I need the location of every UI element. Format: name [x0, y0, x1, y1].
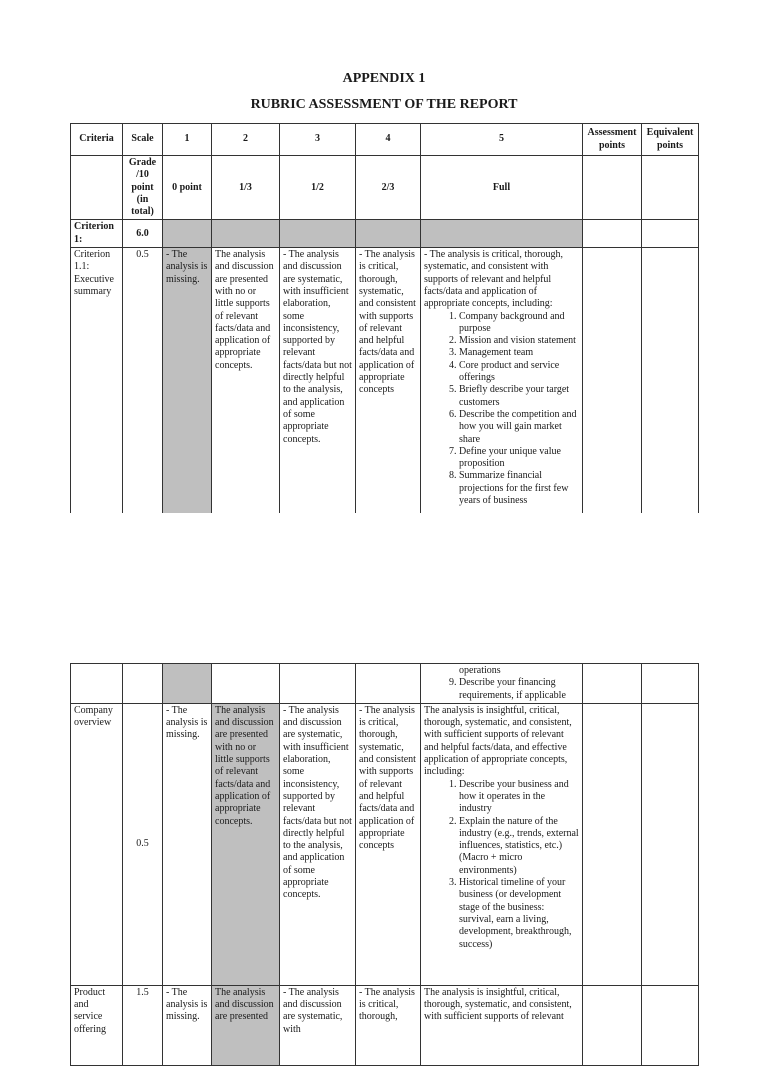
- header-col-2: 2: [212, 124, 280, 156]
- company-overview-level-4: - The analysis is critical, thorough, systematic, and consistent with supports of relevant and helpful facts/data and application of appropriate concepts: [356, 703, 421, 985]
- company-overview-scale: 0.5: [123, 703, 163, 985]
- exec-summary-scale: 0.5: [123, 248, 163, 523]
- exec-summary-continued-row: [71, 664, 699, 704]
- header-col-3: 3: [280, 124, 356, 156]
- grey-cell: [212, 220, 280, 248]
- rubric-table-page-2: [70, 663, 699, 1066]
- company-overview-level-3: - The analysis and discussion are systematic, with insufficient elaboration, some inconsistency, supported by relevant facts/data but not directly helpful to the analysis, and application of some appropriate concepts.: [280, 703, 356, 985]
- header-criteria: Criteria: [71, 124, 123, 156]
- equivalent-cell: [642, 248, 699, 523]
- header-row: [71, 124, 699, 156]
- grey-cell: [163, 664, 212, 704]
- empty-cell: [123, 664, 163, 704]
- company-overview-level-1: - The analysis is missing.: [163, 703, 212, 985]
- exec-summary-level-5-list: [424, 311, 579, 508]
- equivalent-cell: [642, 220, 699, 248]
- exec-summary-name: Criterion 1.1: Executive summary: [71, 248, 123, 523]
- exec-summary-level-1: - The analysis is missing.: [163, 248, 212, 523]
- list-item: 6. Describe the competition and how you will gain market share: [459, 409, 579, 446]
- empty-cell: [71, 664, 123, 704]
- scale-row: [71, 156, 699, 220]
- grey-cell: [163, 220, 212, 248]
- list-item: 4. Core product and service offerings: [459, 360, 579, 385]
- empty-cell: [212, 664, 280, 704]
- grey-cell: [280, 220, 356, 248]
- company-overview-level-5-intro: The analysis is insightful, critical, thorough, systematic, and consistent, with sufficient supports of relevant and helpful facts/data, and effective application of appropriate concepts, including:: [424, 704, 572, 778]
- product-service-level-1: - The analysis is missing.: [163, 985, 212, 1065]
- appendix-title: APPENDIX 1: [342, 71, 426, 86]
- list-item: 3. Management team: [459, 347, 579, 359]
- list-item: 3. Historical timeline of your business (or development stage of the business: survival, earn a living, development, breakthrough, success): [459, 877, 579, 951]
- product-service-level-4: - The analysis is critical, thorough,: [356, 985, 421, 1065]
- assessment-cell: [583, 156, 642, 220]
- empty-cell: [280, 664, 356, 704]
- assessment-cell: [583, 703, 642, 985]
- list-item: 5. Briefly describe your target customers: [459, 384, 579, 409]
- list-item-continued: operations: [459, 665, 501, 676]
- rubric-title: RUBRIC ASSESSMENT OF THE REPORT: [250, 97, 518, 112]
- criterion-1-row: [71, 220, 699, 248]
- assessment-cell: [583, 220, 642, 248]
- exec-summary-level-5-list-end: [424, 677, 579, 702]
- level-4-label: 2/3: [356, 156, 421, 220]
- product-service-name: Product and service offering: [71, 985, 123, 1065]
- list-item: 2. Mission and vision statement: [459, 335, 579, 347]
- company-overview-level-5: [421, 703, 583, 985]
- grade-label: Grade /10 point (in total): [123, 156, 163, 220]
- grey-cell: [356, 220, 421, 248]
- continued-list: [424, 665, 579, 677]
- equivalent-cell: [642, 703, 699, 985]
- level-3-label: 1/2: [280, 156, 356, 220]
- exec-summary-level-4: - The analysis is critical, thorough, systematic, and consistent with supports of relevant and helpful facts/data and application of appropriate concepts: [356, 248, 421, 523]
- company-overview-level-5-list: [424, 779, 579, 951]
- header-equivalent-points: Equivalent points: [642, 124, 699, 156]
- product-service-scale: 1.5: [123, 985, 163, 1065]
- header-col-1: 1: [163, 124, 212, 156]
- assessment-cell: [583, 664, 642, 704]
- header-scale: Scale: [123, 124, 163, 156]
- list-item: 8. Summarize financial projections for the first few years of business: [459, 470, 579, 507]
- list-item: 1. Company background and purpose: [459, 311, 579, 336]
- criterion-1-label: Criterion 1:: [71, 220, 123, 248]
- level-1-label: 0 point: [163, 156, 212, 220]
- exec-summary-row: [71, 248, 699, 523]
- page-gap: [0, 513, 768, 663]
- criterion-1-weight: 6.0: [123, 220, 163, 248]
- exec-summary-level-2: The analysis and discussion are presented with no or little supports of relevant facts/data and application of appropriate concepts.: [212, 248, 280, 523]
- header-col-4: 4: [356, 124, 421, 156]
- assessment-cell: [583, 985, 642, 1065]
- product-service-level-3: - The analysis and discussion are systematic, with: [280, 985, 356, 1065]
- product-service-level-5: The analysis is insightful, critical, thorough, systematic, and consistent, with sufficient supports of relevant: [421, 985, 583, 1065]
- level-5-label: Full: [421, 156, 583, 220]
- equivalent-cell: [642, 156, 699, 220]
- exec-summary-level-5-continued: [421, 664, 583, 704]
- assessment-cell: [583, 248, 642, 523]
- empty-cell: [356, 664, 421, 704]
- list-item: 2. Explain the nature of the industry (e.g., trends, external influences, statistics, etc.) (Macro + micro environments): [459, 816, 579, 877]
- company-overview-level-2: The analysis and discussion are presented with no or little supports of relevant facts/data and application of appropriate concepts.: [212, 703, 280, 985]
- header-assessment-points: Assessment points: [583, 124, 642, 156]
- exec-summary-level-5: [421, 248, 583, 523]
- product-service-level-2: The analysis and discussion are presented: [212, 985, 280, 1065]
- product-service-row: [71, 985, 699, 1065]
- equivalent-cell: [642, 664, 699, 704]
- exec-summary-level-3: - The analysis and discussion are systematic, with insufficient elaboration, some inconsistency, supported by relevant facts/data but not directly helpful to the analysis, and application of some appropriate concepts.: [280, 248, 356, 523]
- header-col-5: 5: [421, 124, 583, 156]
- list-item: 9. Describe your financing requirements, if applicable: [459, 677, 579, 702]
- exec-summary-level-5-intro: - The analysis is critical, thorough, systematic, and consistent with supports of relevant and helpful facts/data and application of appropriate concepts, including:: [424, 249, 563, 310]
- equivalent-cell: [642, 985, 699, 1065]
- rubric-table-page-1: [70, 123, 699, 523]
- company-overview-name: Company overview: [71, 703, 123, 985]
- level-2-label: 1/3: [212, 156, 280, 220]
- company-overview-row: [71, 703, 699, 985]
- scale-row-empty: [71, 156, 123, 220]
- list-item: 7. Define your unique value proposition: [459, 446, 579, 471]
- grey-cell: [421, 220, 583, 248]
- list-item: 1. Describe your business and how it operates in the industry: [459, 779, 579, 816]
